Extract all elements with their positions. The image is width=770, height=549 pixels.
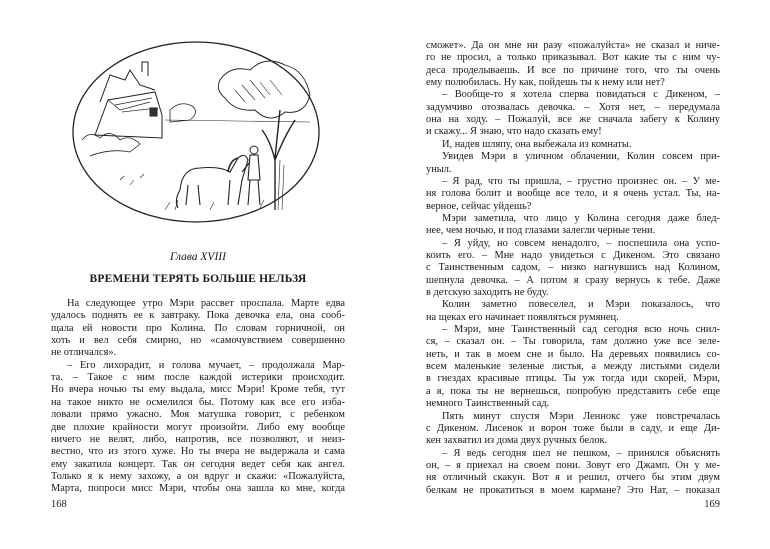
- page-number-right: 169: [704, 499, 720, 510]
- text-line: ся, – сказал он. – Ты говорила, там должно уже все зеле-: [426, 336, 720, 348]
- text-line: вестно, что из этого хуже. Но ты вчера не выдержала и сама: [51, 446, 345, 458]
- text-line: ня отличный скакун. Вот я и решил, отчего бы этим двум: [426, 472, 720, 484]
- text-line: ему полюбилась. Ну как, пойдешь ты к нему или нет?: [426, 77, 665, 89]
- text-line: на щеках его начинает появляться румянец.: [426, 311, 619, 323]
- text-line: белкам не прокатиться в моем кармане? Это Нат, – показал: [426, 484, 720, 496]
- text-line: щала ей новости про Колина. По словам горничной, он: [51, 322, 345, 334]
- text-line: – Его лихорадит, и голова мучает, – продолжала Мар-: [67, 359, 345, 371]
- text-line: уныл.: [426, 163, 452, 175]
- text-line: шепнула девочка. – А потом я сразу вернусь к тебе. Даже: [426, 274, 720, 286]
- text-line: – Вообще-то я хотела сперва повидаться с Дикеном, –: [442, 89, 720, 101]
- text-line: ничего не велят, либо, напротив, все позволяют, и неиз-: [51, 433, 345, 445]
- text-line: го не просил, а только приказывал. Вот какие ты с ним чу-: [426, 52, 720, 64]
- text-line: Колин заметно повеселел, и Мэри показалось, что: [442, 299, 720, 311]
- text-line: с Таинственным садом, – низко нагнувшись над Колином,: [426, 262, 720, 274]
- text-line: коить его. – Мне надо увидеться с Дикеном. Это связано: [426, 249, 720, 261]
- text-line: Только я к нему захожу, а он вдруг и скажи: «Пожалуйста,: [51, 470, 345, 482]
- text-line: в гнездах красивые птицы. Ты уж тогда иди скорей, Мэри,: [426, 373, 720, 385]
- text-line: ему закатила концерт. Так он сегодня ведет себя как ангел.: [51, 458, 345, 470]
- text-line: На следующее утро Мэри рассвет проспала. Марте едва: [67, 298, 345, 309]
- text-line: в детскую заходить не буду.: [426, 287, 549, 298]
- text-line: нее, чем ночью, и под глазами залегли черные тени.: [426, 225, 656, 237]
- text-line: ня голова болит и вообще все тело, и я очень устал. Ты, на-: [426, 188, 720, 200]
- text-line: И, надев шляпу, она выбежала из комнаты.: [442, 138, 632, 150]
- text-line: она на ходу. – Пожалуй, все же сначала забегу к Колину: [426, 114, 720, 126]
- text-line: и скажу... Я знаю, что надо сказать ему!: [426, 126, 602, 138]
- text-line: с Дикеном. Лисенок и ворон тоже были в саду, и еще Ди-: [426, 422, 720, 434]
- text-line: задумчиво отозвалась девочка. – Хотя нет, – передумала: [426, 101, 720, 113]
- text-line: неть, и так в моем сне и было. На деревьях появились со-: [426, 348, 720, 360]
- text-line: на такое никто не осмелился бы. Потому как все его изба-: [51, 396, 345, 408]
- chapter-label: Глава XVIII: [170, 251, 226, 263]
- text-line: Марта, попроси мисс Мэри, чтобы она зашла ко мне, когда: [51, 483, 345, 495]
- chapter-title: ВРЕМЕНИ ТЕРЯТЬ БОЛЬШЕ НЕЛЬЗЯ: [89, 273, 307, 285]
- text-line: Пять минут спустя Мэри Леннокс уже повстречалась: [442, 410, 720, 422]
- text-line: сможет». Да он мне ни разу «пожалуйста» не сказал и ниче-: [426, 40, 720, 51]
- text-line: – Я рад, что ты пришла, – грустно произнес он. – У ме-: [442, 175, 720, 187]
- text-line: – Я ведь сегодня шел не пешком, – принялся объяснять: [442, 447, 720, 459]
- text-line: всем маленькие зеленые листья, а между листьями сидели: [426, 361, 720, 373]
- text-line: та. – Такое с ним после каждой истерики происходит.: [51, 372, 345, 384]
- text-line: верное, сейчас уйдешь?: [426, 200, 532, 212]
- text-line: – Я уйду, но совсем ненадолго, – поспешила она успо-: [442, 237, 720, 249]
- chapter-illustration: [70, 40, 322, 226]
- text-line: хоть и вел себя смирно, но «самочувствием совершенно: [51, 335, 345, 347]
- text-line: Увидев Мэри в уличном облачении, Колин совсем при-: [442, 151, 720, 163]
- text-line: деса проделываешь. И все по причине того, что ты очень: [426, 64, 720, 76]
- text-line: две плохие крайности могут произойти. Либо ему вообще: [51, 421, 345, 433]
- text-line: удалось поднять ее к завтраку. Пока девочка ела, она сооб-: [51, 310, 345, 322]
- text-line: кен захватил из дома двух ручных белок.: [426, 435, 608, 447]
- text-line: не отличался».: [51, 347, 117, 359]
- text-line: а я, пока ты не вернешься, попробую представить себе еще: [426, 385, 720, 397]
- text-line: – Мэри, мне Таинственный сад сегодня всю ночь снил-: [442, 324, 720, 336]
- page-number-left: 168: [51, 499, 67, 510]
- text-line: немного Таинственный сад.: [426, 398, 550, 410]
- text-line: он, – я приехал на своем пони. Зовут его Джамп. Он у ме-: [426, 459, 720, 471]
- text-line: ловали прямо ужасно. Моя матушка говорит, с ребенком: [51, 409, 345, 421]
- text-line: Мэри заметила, что лицо у Колина сегодня даже блед-: [442, 212, 720, 224]
- text-line: Но вчера ночью ты ему выдала, мисс Мэри! Кроме тебя, тут: [51, 384, 345, 396]
